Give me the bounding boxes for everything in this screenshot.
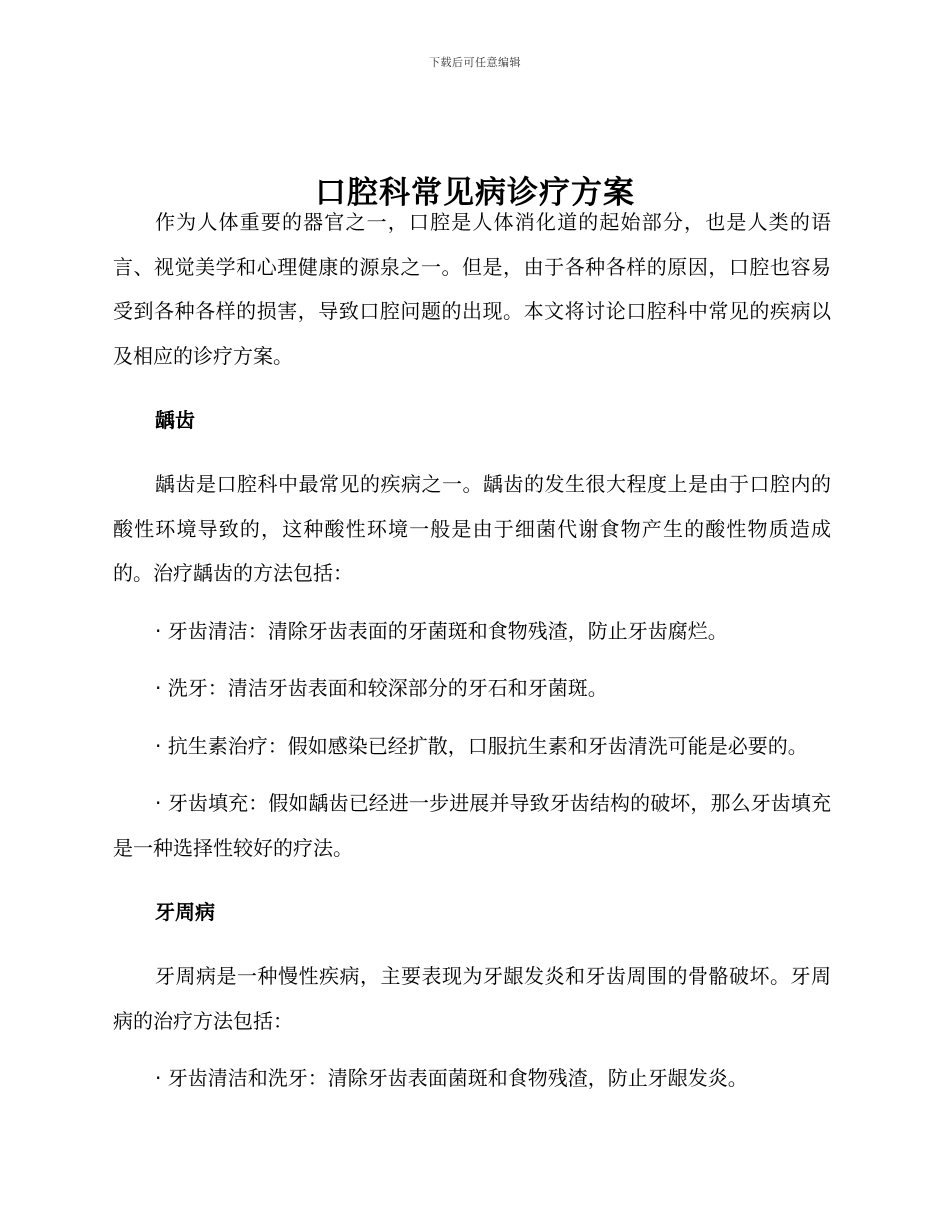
spacer: [113, 596, 831, 609]
spacer: [113, 449, 831, 462]
document-title: 口腔科常见病诊疗方案: [315, 174, 635, 211]
list-item: · 洗牙：清洁牙齿表面和较深部分的牙石和牙菌斑。: [155, 676, 608, 700]
spacer: [113, 870, 831, 883]
spacer: [113, 378, 831, 391]
section-heading-caries: 龋齿: [155, 408, 195, 432]
spacer: [113, 653, 831, 666]
intro-paragraph: 作为人体重要的器官之一，口腔是人体消化道的起始部分，也是人类的语言、视觉美学和心理健康的源泉之一。但是，由于各种各样的原因，口腔也容易受到各种各样的损害，导致口腔问题的出现。本文将讨论口腔科中常见的疾病以及相应的诊疗方案。: [113, 210, 831, 368]
spacer: [113, 768, 831, 781]
document-body: [113, 200, 831, 1101]
header-note: 下载后可任意编辑: [429, 56, 521, 69]
section-paragraph-caries: 龋齿是口腔科中最常见的疾病之一。龋齿的发生很大程度上是由于口腔内的酸性环境导致的，这种酸性环境一般是由于细菌代谢食物产生的酸性物质造成的。治疗龋齿的方法包括：: [113, 472, 831, 585]
list-item: · 牙齿填充：假如龋齿已经进一步进展并导致牙齿结构的破坏，那么牙齿填充是一种选择性较好的疗法。: [113, 791, 831, 860]
spacer: [113, 941, 831, 954]
spacer: [113, 1043, 831, 1056]
list-item: · 抗生素治疗：假如感染已经扩散，口服抗生素和牙齿清洗可能是必要的。: [155, 733, 808, 758]
list-item: · 牙齿清洁和洗牙：清除牙齿表面菌斑和食物残渣，防止牙龈发炎。: [155, 1066, 748, 1090]
spacer: [113, 711, 831, 724]
list-item: · 牙齿清洁：清除牙齿表面的牙菌斑和食物残渣，防止牙齿腐烂。: [155, 618, 728, 643]
section-heading-periodontal: 牙周病: [155, 900, 215, 924]
section-paragraph-periodontal: 牙周病是一种慢性疾病，主要表现为牙龈发炎和牙齿周围的骨骼破坏。牙周病的治疗方法包括：: [113, 964, 831, 1033]
